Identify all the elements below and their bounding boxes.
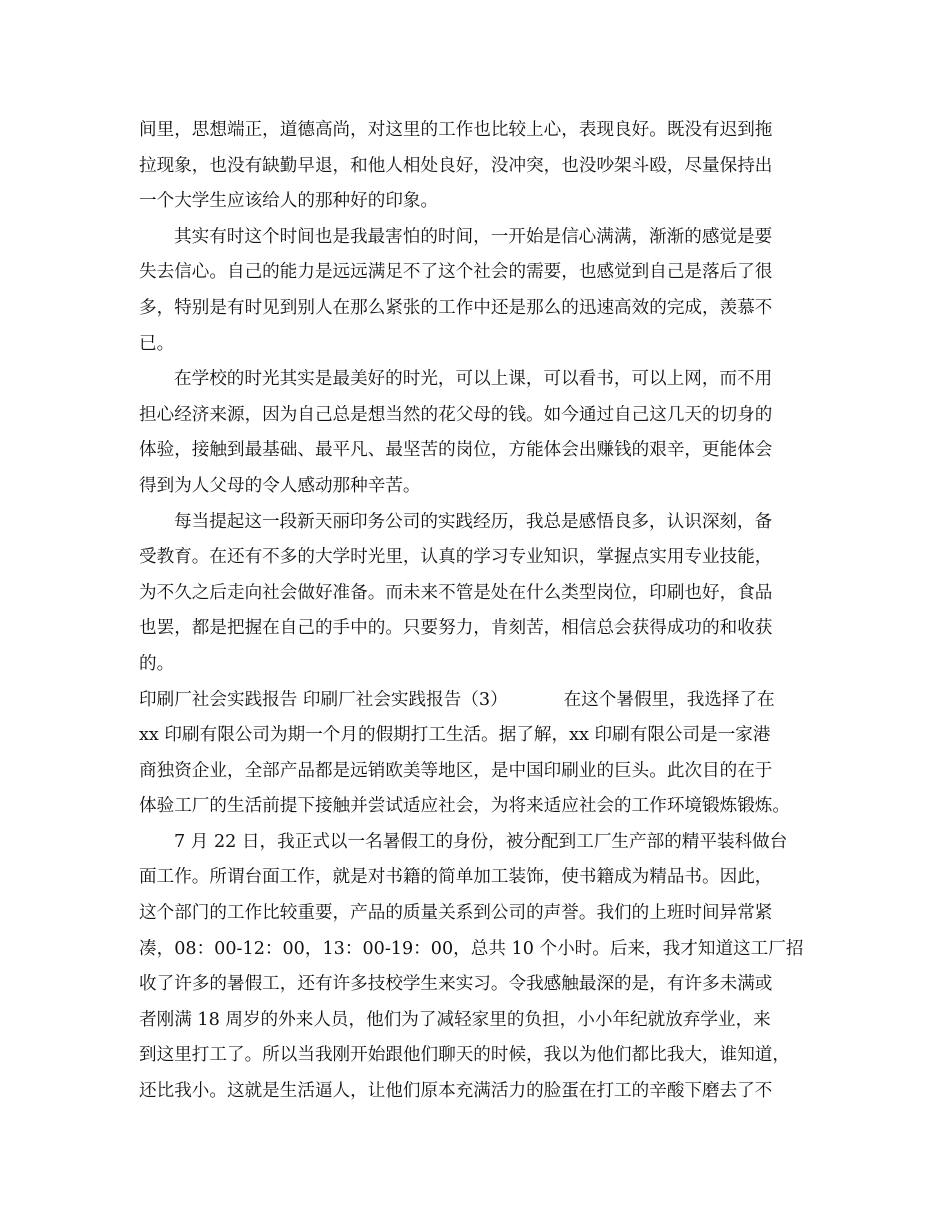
text-line: 其实有时这个时间也是我最害怕的时间，一开始是信心满满，渐渐的感觉是要 [174, 226, 773, 247]
text-line: 每当提起这一段新天丽印务公司的实践经历，我总是感悟良多，认识深刻，备 [174, 511, 773, 532]
text-line: 多，特别是有时见到别人在那么紧张的工作中还是那么的迅速高效的完成，羡慕不 [139, 297, 773, 318]
text-line: 体验工厂的生活前提下接触并尝试适应社会，为将来适应社会的工作环境锻炼锻炼。 [139, 796, 790, 817]
text-line: 已。 [139, 333, 175, 354]
text-line: xx 印刷有限公司为期一个月的假期打工生活。据了解，xx 印刷有限公司是一家港 [139, 725, 771, 746]
text-line: 体验，接触到最基础、最平凡、最坚苦的岗位，方能体会出赚钱的艰辛，更能体会 [139, 440, 773, 461]
text-line: 为不久之后走向社会做好准备。而未来不管是处在什么类型岗位，印刷也好，食品 [139, 582, 773, 603]
text-line: 这个部门的工作比较重要，产品的质量关系到公司的声誉。我们的上班时间异常紧 [139, 903, 773, 924]
text-line: 面工作。所谓台面工作，就是对书籍的简单加工装饰，使书籍成为精品书。因此， [139, 867, 773, 888]
text-line: 的。 [139, 653, 175, 674]
text-line: 者刚满 18 周岁的外来人员，他们为了减轻家里的负担，小小年纪就放弃学业，来 [139, 1009, 771, 1030]
document-body [139, 113, 814, 1110]
text-line: 一个大学生应该给人的那种好的印象。 [139, 191, 439, 212]
text-line: 7 月 22 日，我正式以一名暑假工的身份，被分配到工厂生产部的精平装科做台 [174, 831, 788, 852]
text-line: 失去信心。自己的能力是远远满足不了这个社会的需要，也感觉到自己是落后了很 [139, 262, 773, 283]
text-line: 受教育。在还有不多的大学时光里，认真的学习专业知识，掌握点实用专业技能， [139, 547, 773, 568]
text-line: 商独资企业，全部产品都是远销欧美等地区，是中国印刷业的巨头。此次目的在于 [139, 760, 773, 781]
text-line: 担心经济来源，因为自己总是想当然的花父母的钱。如今通过自己这几天的切身的 [139, 404, 773, 425]
text-line: 拉现象，也没有缺勤早退，和他人相处良好，没冲突，也没吵架斗殴，尽量保持出 [139, 155, 773, 176]
text-line: 到这里打工了。所以当我刚开始跟他们聊天的时候，我以为他们都比我大，谁知道， [139, 1045, 790, 1066]
text-line: 印刷厂社会实践报告 印刷厂社会实践报告（3） 在这个暑假里，我选择了在 [139, 689, 775, 710]
text-line: 也罢，都是把握在自己的手中的。只要努力，肯刻苦，相信总会获得成功的和收获 [139, 618, 773, 639]
text-line: 得到为人父母的令人感动那种辛苦。 [139, 475, 421, 496]
text-line: 在学校的时光其实是最美好的时光，可以上课，可以看书，可以上网，而不用 [174, 369, 773, 390]
text-line: 凑，08：00-12：00，13：00-19：00，总共 10 个小时。后来，我才知道这工厂招 [139, 938, 804, 959]
text-line: 还比我小。这就是生活逼人，让他们原本充满活力的脸蛋在打工的辛酸下磨去了不 [139, 1081, 773, 1102]
text-line: 收了许多的暑假工，还有许多技校学生来实习。令我感触最深的是，有许多未满或 [139, 974, 773, 995]
text-line: 间里，思想端正，道德高尚，对这里的工作也比较上心，表现良好。既没有迟到拖 [139, 120, 773, 140]
